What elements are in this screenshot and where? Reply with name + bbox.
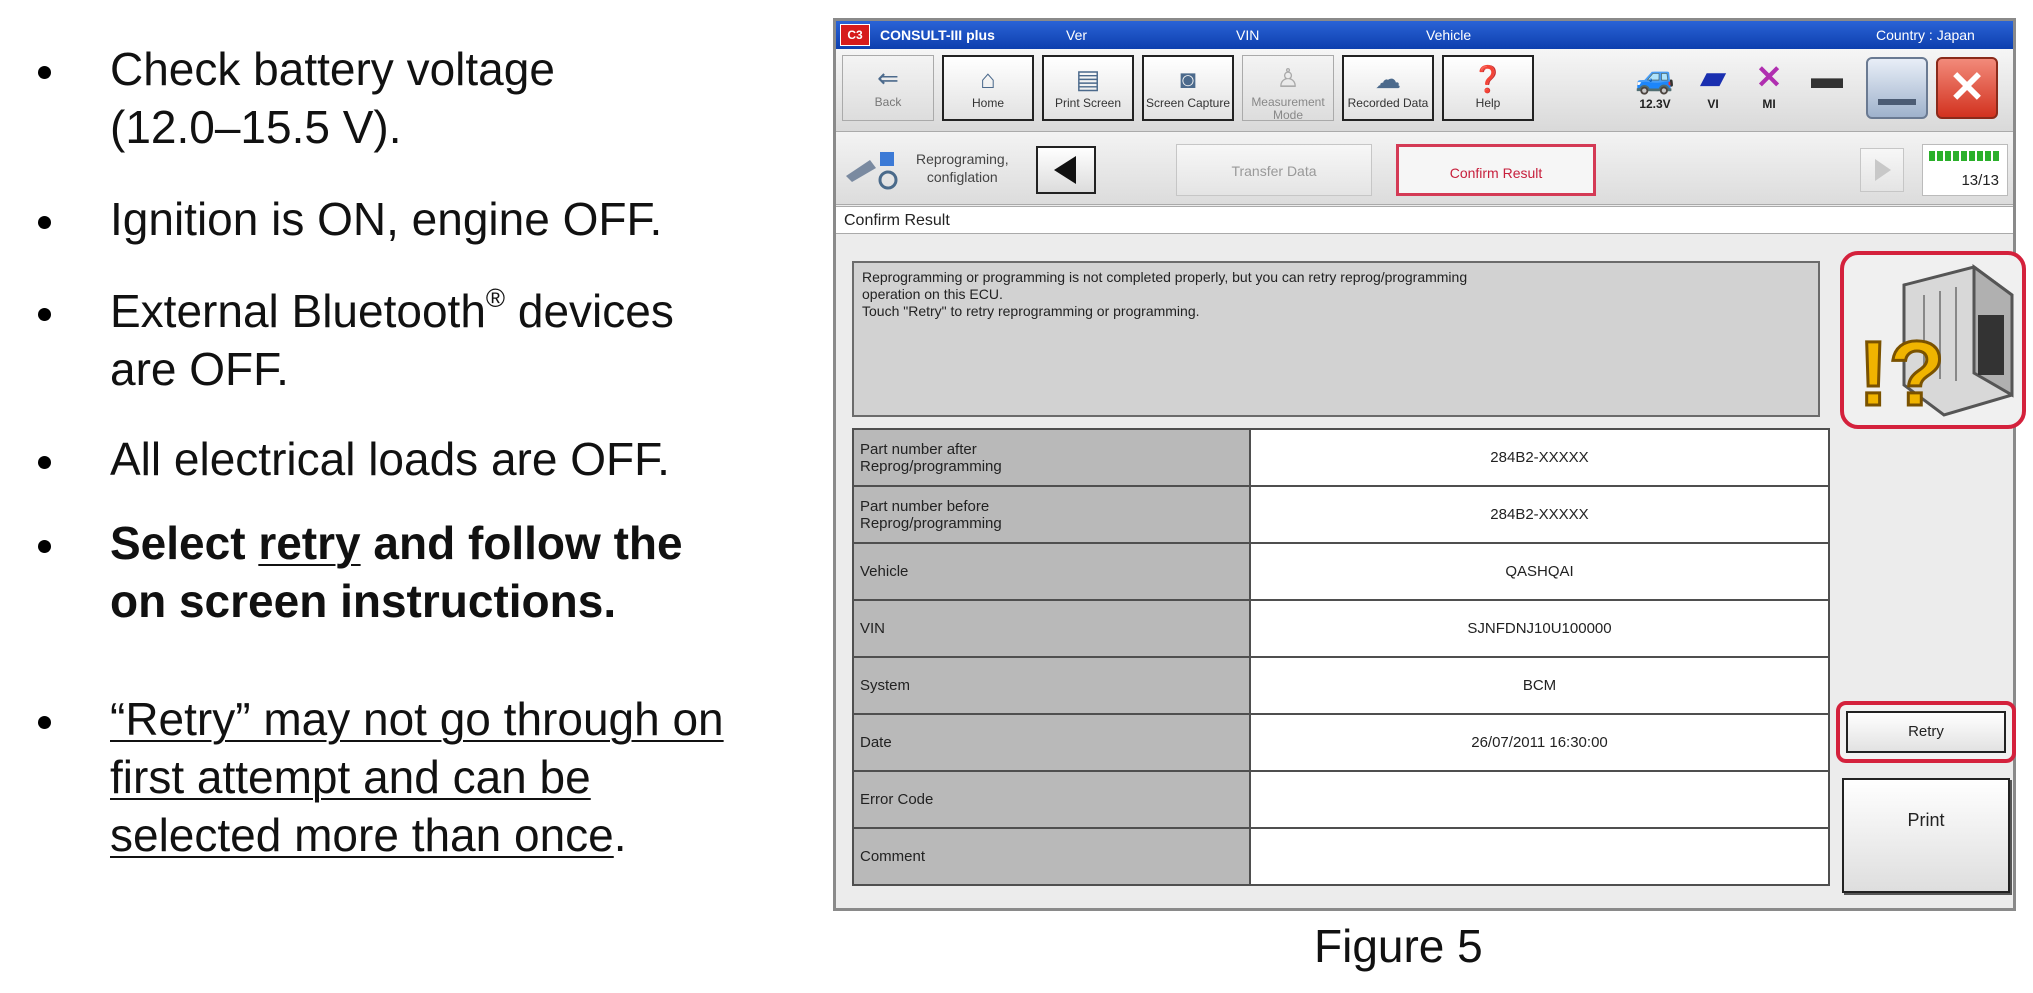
bullet-text: (12.0–15.5 V). <box>110 101 402 153</box>
recorded-data-button[interactable]: ☁ Recorded Data <box>1342 55 1434 121</box>
reprogramming-label: Reprograming, configlation <box>916 151 1009 185</box>
prev-step-button[interactable] <box>1036 146 1096 194</box>
minimize-button[interactable] <box>1866 57 1928 119</box>
consult-logo: C3 <box>840 24 870 46</box>
close-icon: ✕ <box>1948 63 1986 112</box>
close-button[interactable] <box>1936 57 1998 119</box>
row-key: Date <box>853 714 1250 771</box>
back-button[interactable]: ⇐ Back <box>842 55 934 121</box>
measurement-icon: ♙ <box>1276 63 1300 93</box>
bullet-dot <box>38 216 51 229</box>
minimize-icon <box>1878 99 1916 105</box>
bullet-text: “Retry” may not go through on <box>110 693 724 745</box>
mi-status: ✕ MI <box>1744 57 1794 123</box>
step-transfer-data: Transfer Data <box>1176 144 1372 196</box>
toolbar <box>836 49 2013 132</box>
ecu-icon <box>1844 255 2022 425</box>
progress-count: 13/13 <box>1961 172 1999 189</box>
table-row <box>853 486 1829 543</box>
bullet-text: Check battery voltage <box>110 43 555 95</box>
result-table <box>852 428 1830 886</box>
row-key: Error Code <box>853 771 1250 828</box>
row-value <box>1250 828 1829 885</box>
bullet-dot <box>38 540 51 553</box>
row-value: BCM <box>1250 657 1829 714</box>
table-row <box>853 429 1829 486</box>
instruction-list <box>0 0 820 993</box>
step-confirm-result: Confirm Result <box>1396 144 1596 196</box>
table-row <box>853 714 1829 771</box>
row-value: 26/07/2011 16:30:00 <box>1250 714 1829 771</box>
progress-indicator <box>1922 144 2008 196</box>
bullet-text: on screen instructions. <box>110 575 617 627</box>
screen-capture-button[interactable]: ◙ Screen Capture <box>1142 55 1234 121</box>
bullet-dot <box>38 456 51 469</box>
row-key: System <box>853 657 1250 714</box>
camera-icon: ◙ <box>1180 64 1196 94</box>
vi-status: ▰ VI <box>1688 57 1738 123</box>
table-row <box>853 771 1829 828</box>
table-row <box>853 828 1829 885</box>
bullet-dot <box>38 66 51 79</box>
home-icon: ⌂ <box>980 64 996 94</box>
table-row <box>853 600 1829 657</box>
bullet-text: External Bluetooth® devices <box>110 282 674 337</box>
chevron-right-icon <box>1861 149 1903 191</box>
row-key: Comment <box>853 828 1250 885</box>
ecu-warning-icon <box>1840 251 2026 429</box>
bullet-text: are OFF. <box>110 343 289 395</box>
chevron-left-icon <box>1038 148 1094 192</box>
consult-screen <box>833 18 2016 911</box>
measurement-mode-button[interactable]: ♙ Measurement Mode <box>1242 55 1334 121</box>
help-icon: ❓ <box>1471 64 1505 94</box>
step-navigation <box>836 132 2013 205</box>
version-label: Ver <box>1066 27 1088 43</box>
bullet-text: selected more than once. <box>110 809 627 861</box>
section-title: Confirm Result <box>836 206 2013 234</box>
title-bar <box>836 21 2013 49</box>
next-step-button[interactable] <box>1860 148 1904 192</box>
battery-status: 🚙 12.3V <box>1630 57 1680 123</box>
row-key: Part number after Reprog/programming <box>853 429 1250 486</box>
back-arrow-icon: ⇐ <box>877 63 899 93</box>
row-key: Vehicle <box>853 543 1250 600</box>
vin-label: VIN <box>1236 27 1260 43</box>
car-icon: 🚙 <box>1635 59 1675 95</box>
bullet-dot <box>38 308 51 321</box>
row-value: 284B2-XXXXX <box>1250 486 1829 543</box>
row-key: Part number before Reprog/programming <box>853 486 1250 543</box>
row-value: QASHQAI <box>1250 543 1829 600</box>
result-message: Reprogramming or programming is not completed properly, but you can retry reprog/programming operation on this ECU. Touch "Retry" to retry reprogramming or programming. <box>852 261 1820 417</box>
connector-icon: ▬ <box>1811 59 1843 95</box>
retry-button[interactable]: Retry <box>1846 711 2006 753</box>
progress-bar <box>1929 151 2001 161</box>
app-title: CONSULT-III plus <box>880 27 995 43</box>
country-label: Country : Japan <box>1876 27 1975 43</box>
figure-caption: Figure 5 <box>1314 920 1483 972</box>
row-key: VIN <box>853 600 1250 657</box>
home-button[interactable]: ⌂ Home <box>942 55 1034 121</box>
mi-icon: ✕ <box>1755 59 1783 95</box>
connector-status <box>1802 57 1852 123</box>
vehicle-label: Vehicle <box>1426 27 1472 43</box>
help-button[interactable]: ❓ Help <box>1442 55 1534 121</box>
table-row <box>853 543 1829 600</box>
print-screen-button[interactable]: ▤ Print Screen <box>1042 55 1134 121</box>
svg-text:!?: !? <box>1858 323 1945 425</box>
row-value: SJNFDNJ10U100000 <box>1250 600 1829 657</box>
bullet-text: Ignition is ON, engine OFF. <box>110 193 663 245</box>
bullet-text: first attempt and can be <box>110 751 591 803</box>
reprogramming-icon <box>842 148 902 192</box>
printer-icon: ▤ <box>1075 64 1101 94</box>
bullet-text: All electrical loads are OFF. <box>110 433 670 485</box>
vi-icon: ▰ <box>1700 59 1726 95</box>
table-row <box>853 657 1829 714</box>
bullet-dot <box>38 716 51 729</box>
print-button[interactable]: Print <box>1842 778 2010 893</box>
row-value <box>1250 771 1829 828</box>
row-value: 284B2-XXXXX <box>1250 429 1829 486</box>
recorded-data-icon: ☁ <box>1375 64 1401 94</box>
bullet-text: Select retry and follow the <box>110 517 683 569</box>
retry-button-highlight <box>1836 701 2016 763</box>
